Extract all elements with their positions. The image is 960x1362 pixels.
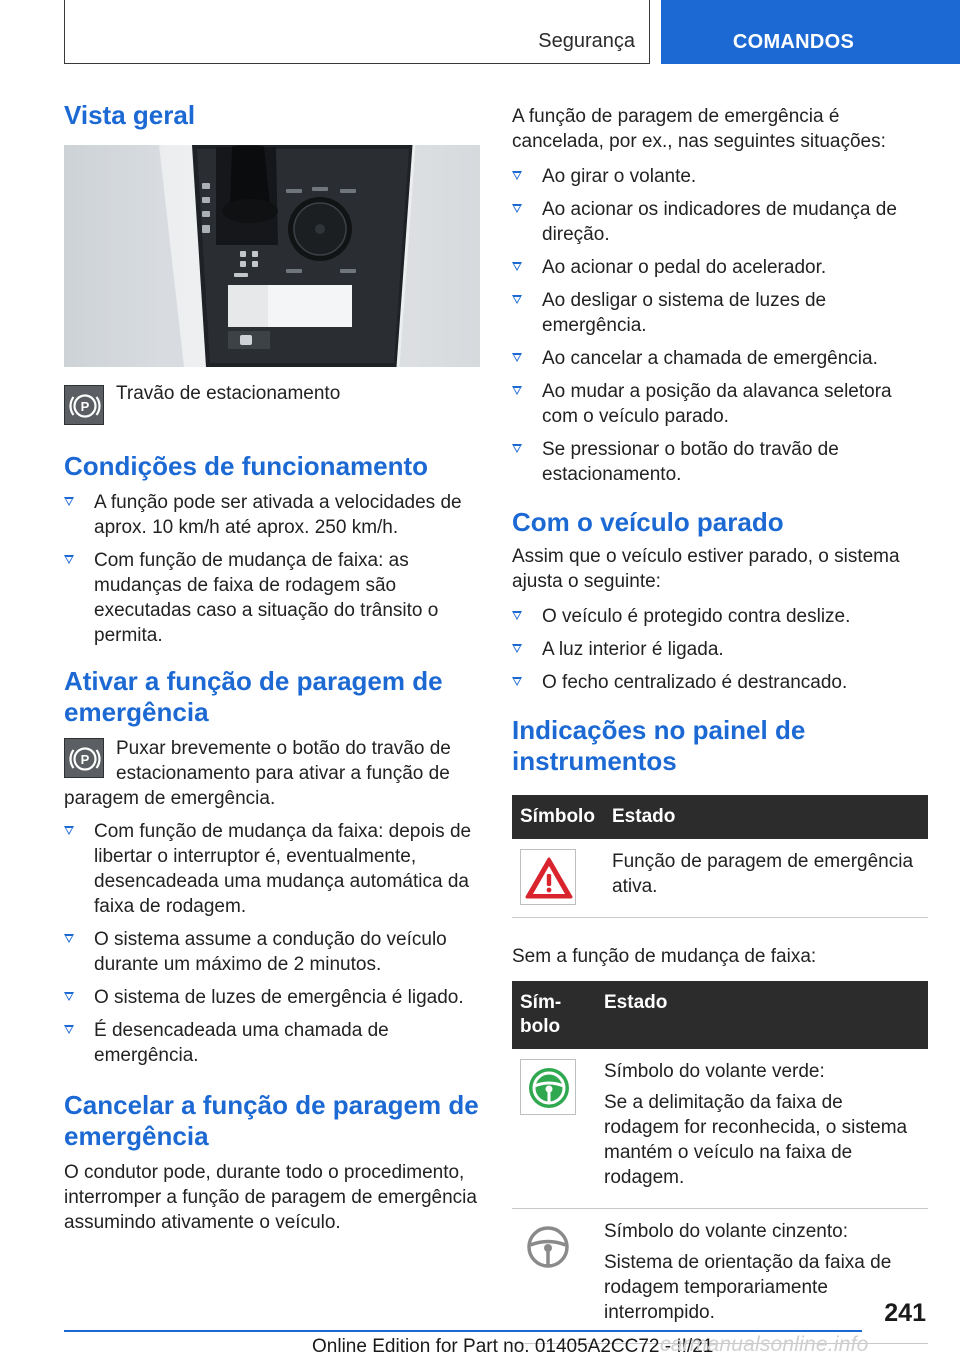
list-item: O veículo é protegido contra deslize.: [512, 604, 928, 629]
bullet-triangle-icon: [512, 171, 522, 180]
column-header-symbol: Sím-bolo: [512, 981, 596, 1049]
activate-intro: Puxar brevemente o botão do travão de estacionamento para ativar a função de paragem de emergência.: [64, 738, 451, 809]
watermark: carmanualsonline.info: [660, 1333, 869, 1356]
bullet-triangle-icon: [512, 611, 522, 620]
list-item: O fecho centralizado é destrancado.: [512, 670, 928, 695]
list-item: A luz interior é ligada.: [512, 637, 928, 662]
bullet-triangle-icon: [64, 992, 74, 1001]
center-console-illustration: [64, 145, 480, 367]
footer-divider: [64, 1330, 862, 1332]
column-header-symbol: Símbolo: [512, 795, 604, 839]
column-header-state: Estado: [604, 795, 928, 839]
list-item: Ao acionar o pedal do acelerador.: [512, 255, 928, 280]
bullet-triangle-icon: [512, 262, 522, 271]
steering-wheel-grey-icon: [520, 1219, 576, 1275]
section-tab-label: Segurança: [538, 30, 635, 52]
table-header-row: [512, 795, 928, 839]
symbol-cell: [512, 1209, 596, 1344]
parking-brake-row: [64, 381, 480, 429]
svg-text:P: P: [80, 399, 90, 414]
table-row: [512, 839, 928, 918]
cancel-text: O condutor pode, durante todo o procedimento, interromper a função de paragem de emergência assumindo ativamente o veículo.: [64, 1162, 477, 1233]
cancel-heading: Cancelar a função de paragem de emergência: [64, 1090, 479, 1151]
lane-guidance-table: [512, 981, 928, 1344]
stopped-heading: Com o veículo parado: [512, 507, 784, 537]
list-item: Com função de mudança da faixa: depois de libertar o interruptor é, eventualmente, desencadeada uma mudança automática da faixa de rodagem.: [64, 819, 480, 919]
bullet-triangle-icon: [64, 555, 74, 564]
indications-heading: Indicações no painel de instrumentos: [512, 715, 806, 776]
state-description: Sistema de orientação da faixa de rodagem temporariamente interrompido.: [604, 1252, 892, 1323]
activate-intro-block: [64, 736, 480, 811]
symbol-cell: [512, 839, 604, 918]
overview-heading: Vista geral: [64, 100, 196, 130]
bullet-triangle-icon: [512, 444, 522, 453]
bullet-triangle-icon: [64, 826, 74, 835]
bullet-triangle-icon: [512, 295, 522, 304]
warning-triangle-icon: [520, 849, 576, 905]
table-row: [512, 1049, 928, 1209]
chapter-tab-label: COMANDOS: [732, 31, 855, 53]
list-item: Ao desligar o sistema de luzes de emergência.: [512, 288, 928, 338]
bullet-triangle-icon: [64, 1025, 74, 1034]
steering-wheel-green-icon: [520, 1059, 576, 1115]
list-item: É desencadeada uma chamada de emergência.: [64, 1018, 480, 1068]
bullet-triangle-icon: [512, 644, 522, 653]
edition-text: Online Edition for Part no. 01405A2CC72 - II/21: [312, 1336, 714, 1357]
list-item: Ao acionar os indicadores de mudança de direção.: [512, 197, 928, 247]
no-lane-change-label: Sem a função de mudança de faixa:: [512, 946, 817, 967]
conditions-list: [64, 490, 480, 648]
state-cell: [596, 1049, 928, 1209]
list-item: Ao cancelar a chamada de emergência.: [512, 346, 928, 371]
list-item: Ao girar o volante.: [512, 164, 928, 189]
bullet-triangle-icon: [512, 677, 522, 686]
chapter-tab[interactable]: [661, 0, 960, 64]
column-header-state: Estado: [596, 981, 928, 1049]
center-console-photo: [64, 145, 480, 367]
stopped-intro: Assim que o veículo estiver parado, o sistema ajusta o seguinte:: [512, 546, 900, 592]
state-title: Símbolo do volante verde:: [604, 1061, 825, 1082]
list-item: O sistema de luzes de emergência é ligado.: [64, 985, 480, 1010]
list-item: Ao mudar a posição da alavanca seletora com o veículo parado.: [512, 379, 928, 429]
state-title: Símbolo do volante cinzento:: [604, 1221, 848, 1242]
list-item: A função pode ser ativada a velocidades de aprox. 10 km/h até aprox. 250 km/h.: [64, 490, 480, 540]
page-number: 241: [884, 1299, 926, 1327]
bullet-triangle-icon: [512, 204, 522, 213]
bullet-triangle-icon: [512, 386, 522, 395]
bullet-triangle-icon: [64, 934, 74, 943]
right-column: [512, 100, 928, 1344]
activate-list: [64, 819, 480, 1068]
list-item: Com função de mudança de faixa: as mudanças de faixa de rodagem são executadas caso a situação do trânsito o permita.: [64, 548, 480, 648]
left-column: [64, 100, 480, 1235]
state-cell: Função de paragem de emergência ativa.: [604, 839, 928, 918]
table-header-row: [512, 981, 928, 1049]
parking-brake-icon: [64, 738, 104, 778]
table-row: [512, 1209, 928, 1344]
parking-brake-icon: [64, 385, 104, 425]
section-tab[interactable]: [64, 0, 650, 64]
activate-heading: Ativar a função de paragem de emergência: [64, 666, 443, 727]
stopped-list: [512, 604, 928, 695]
parking-brake-caption: Travão de estacionamento: [116, 383, 341, 404]
state-description: Se a delimitação da faixa de rodagem for reconhecida, o sistema mantém o veículo na faixa de rodagem.: [604, 1092, 908, 1188]
conditions-heading: Condições de funcionamento: [64, 451, 429, 481]
symbol-cell: [512, 1049, 596, 1209]
list-item: Se pressionar o botão do travão de estacionamento.: [512, 437, 928, 487]
list-item: O sistema assume a condução do veículo durante um máximo de 2 minutos.: [64, 927, 480, 977]
cancelled-intro: A função de paragem de emergência é cancelada, por ex., nas seguintes situações:: [512, 106, 886, 152]
state-cell: [596, 1209, 928, 1344]
page-header: [0, 0, 960, 66]
emergency-status-table: [512, 795, 928, 918]
svg-text:P: P: [80, 752, 90, 767]
cancelled-list: [512, 164, 928, 487]
bullet-triangle-icon: [64, 497, 74, 506]
bullet-triangle-icon: [512, 353, 522, 362]
